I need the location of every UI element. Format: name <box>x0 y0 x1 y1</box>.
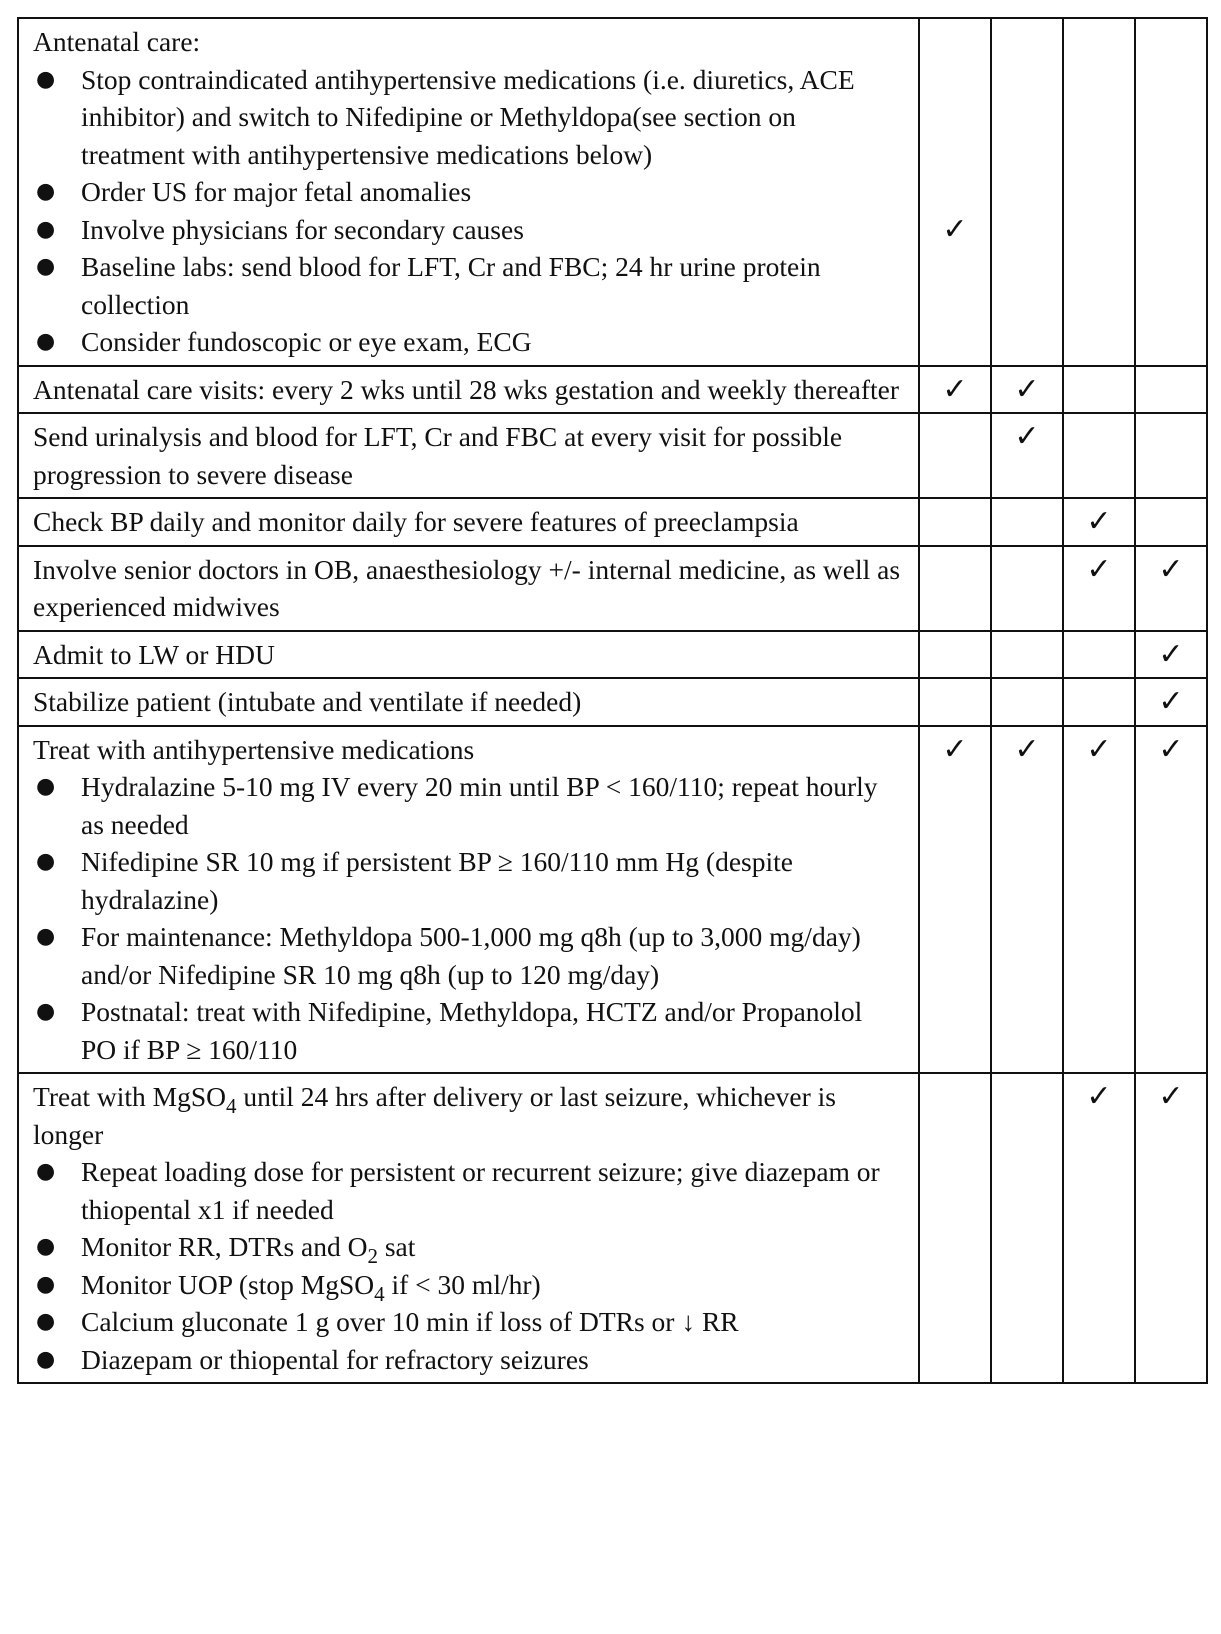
stage-column-3-cell <box>1063 678 1135 726</box>
text-segment: Monitor UOP (stop MgSO <box>81 1268 375 1300</box>
text-segment: Hydralazine 5-10 mg IV every 20 min until BP < 160/110; repeat hourly as needed <box>81 771 878 840</box>
stage-column-1-cell <box>919 18 991 366</box>
text-segment: Stop contraindicated antihypertensive medications (i.e. diuretics, ACE inhibitor) and switch to Nifedipine or Methyldopa(see section on treatment with antihypertensive medications below) <box>81 63 855 170</box>
stage-column-2-cell <box>991 18 1063 366</box>
checkmark-icon: ✓ <box>1158 684 1184 719</box>
stage-column-1-cell <box>919 631 991 679</box>
stage-column-3-cell <box>1063 18 1135 366</box>
text-segment: For maintenance: Methyldopa 500-1,000 mg q8h (up to 3,000 mg/day) and/or Nifedipine SR 10 mg q8h (up to 120 mg/day) <box>81 921 861 990</box>
table-row <box>18 413 1207 498</box>
bullet-item <box>33 1266 904 1304</box>
bullet-item <box>33 1228 904 1266</box>
bullet-icon: ● <box>36 774 56 799</box>
stage-column-4-cell <box>1135 1073 1207 1383</box>
stage-column-3-cell <box>1063 546 1135 631</box>
stage-column-4-cell <box>1135 631 1207 679</box>
checkmark-icon: ✓ <box>1086 1079 1112 1114</box>
item-cell <box>18 18 919 366</box>
stage-column-2-cell <box>991 546 1063 631</box>
stage-column-1-cell <box>919 726 991 1074</box>
item-text: Send urinalysis and blood for LFT, Cr and FBC at every visit for possible progression to severe disease <box>33 421 843 490</box>
text-segment: if < 30 ml/hr) <box>384 1268 541 1300</box>
checkmark-icon: ✓ <box>1158 731 1184 767</box>
text-segment: Calcium gluconate 1 g over 10 min if loss of DTRs or ↓ RR <box>81 1306 739 1337</box>
text-segment: Treat with MgSO <box>33 1081 227 1112</box>
item-cell <box>18 366 919 414</box>
item-text: Stabilize patient (intubate and ventilate if needed) <box>33 686 582 717</box>
bullet-icon: ● <box>36 1159 56 1184</box>
item-cell <box>18 413 919 498</box>
bullet-item <box>33 173 904 211</box>
bullet-item <box>33 843 904 918</box>
bullet-icon: ● <box>36 1271 56 1297</box>
stage-column-2-cell <box>991 366 1063 414</box>
checkmark-icon: ✓ <box>1158 551 1184 587</box>
stage-column-1-cell <box>919 678 991 726</box>
bullet-icon: ● <box>36 924 56 949</box>
table-row <box>18 678 1207 726</box>
bullet-item <box>33 918 904 993</box>
bullet-item <box>33 248 904 323</box>
management-checklist-table <box>17 17 1208 1384</box>
text-segment: Nifedipine SR 10 mg if persistent BP ≥ 160/110 mm Hg (despite hydralazine) <box>81 846 793 915</box>
stage-column-4-cell <box>1135 498 1207 546</box>
bullet-list <box>33 1153 904 1378</box>
stage-column-4-cell <box>1135 726 1207 1074</box>
bullet-icon: ● <box>36 1234 56 1259</box>
checkmark-icon: ✓ <box>1014 731 1040 767</box>
stage-column-1-cell <box>919 366 991 414</box>
bullet-icon: ● <box>36 179 56 204</box>
bullet-item <box>33 1303 904 1341</box>
stage-column-1-cell <box>919 546 991 631</box>
checkmark-icon: ✓ <box>1086 551 1112 587</box>
stage-column-3-cell <box>1063 1073 1135 1383</box>
item-cell <box>18 726 919 1074</box>
stage-column-1-cell <box>919 413 991 498</box>
stage-column-1-cell <box>919 498 991 546</box>
text-segment: Involve physicians for secondary causes <box>81 213 524 245</box>
checkmark-icon: ✓ <box>942 371 968 407</box>
checkmark-icon: ✓ <box>942 731 968 767</box>
checkmark-icon: ✓ <box>1014 419 1040 454</box>
stage-column-3-cell <box>1063 413 1135 498</box>
bullet-list <box>33 768 904 1068</box>
table-body <box>18 18 1207 1383</box>
item-text: Antenatal care: <box>33 26 201 57</box>
bullet-item <box>33 61 904 174</box>
checkmark-icon: ✓ <box>1086 731 1112 767</box>
table-row <box>18 631 1207 679</box>
table-row <box>18 366 1207 414</box>
stage-column-4-cell <box>1135 546 1207 631</box>
stage-column-4-cell <box>1135 366 1207 414</box>
stage-column-2-cell <box>991 413 1063 498</box>
checkmark-icon: ✓ <box>1086 504 1112 539</box>
stage-column-3-cell <box>1063 498 1135 546</box>
stage-column-2-cell <box>991 678 1063 726</box>
bullet-icon: ● <box>36 66 56 92</box>
subscript: 4 <box>374 1281 385 1306</box>
item-cell <box>18 498 919 546</box>
bullet-icon: ● <box>36 849 56 874</box>
text-segment: sat <box>377 1231 416 1262</box>
bullet-item <box>33 993 904 1068</box>
bullet-icon: ● <box>36 1346 56 1372</box>
text-segment: Consider fundoscopic or eye exam, ECG <box>81 326 532 357</box>
table-row <box>18 546 1207 631</box>
bullet-icon: ● <box>36 216 56 242</box>
subscript: 4 <box>226 1094 237 1118</box>
stage-column-4-cell <box>1135 18 1207 366</box>
item-text: Check BP daily and monitor daily for severe features of preeclampsia <box>33 506 799 537</box>
text-segment: Diazepam or thiopental for refractory seizures <box>81 1343 589 1375</box>
text-segment: Order US for major fetal anomalies <box>81 176 472 207</box>
stage-column-4-cell <box>1135 413 1207 498</box>
item-text <box>33 1078 904 1153</box>
bullet-icon: ● <box>36 999 56 1024</box>
bullet-item <box>33 1153 904 1228</box>
stage-column-4-cell <box>1135 678 1207 726</box>
bullet-item <box>33 768 904 843</box>
item-text: Antenatal care visits: every 2 wks until 28 wks gestation and weekly thereafter <box>33 373 899 405</box>
text-segment: Baseline labs: send blood for LFT, Cr and FBC; 24 hr urine protein collection <box>81 251 821 320</box>
checkmark-icon: ✓ <box>1158 1079 1184 1114</box>
stage-column-2-cell <box>991 1073 1063 1383</box>
bullet-list <box>33 61 904 361</box>
item-cell <box>18 631 919 679</box>
item-cell <box>18 546 919 631</box>
text-segment: Postnatal: treat with Nifedipine, Methyldopa, HCTZ and/or Propanolol PO if BP ≥ 160/110 <box>81 996 863 1065</box>
text-segment: Repeat loading dose for persistent or recurrent seizure; give diazepam or thiopental x1 if needed <box>81 1156 880 1225</box>
bullet-icon: ● <box>36 254 56 279</box>
checkmark-icon: ✓ <box>1014 371 1040 407</box>
item-text: Treat with antihypertensive medications <box>33 733 475 765</box>
item-text: Admit to LW or HDU <box>33 638 275 670</box>
item-text: Involve senior doctors in OB, anaesthesiology +/- internal medicine, as well as experienced midwives <box>33 553 901 622</box>
bullet-item <box>33 323 904 361</box>
table-row <box>18 1073 1207 1383</box>
bullet-icon: ● <box>36 329 56 354</box>
table-row <box>18 726 1207 1074</box>
stage-column-1-cell <box>919 1073 991 1383</box>
stage-column-3-cell <box>1063 631 1135 679</box>
checkmark-icon: ✓ <box>942 211 968 247</box>
stage-column-3-cell <box>1063 366 1135 414</box>
bullet-item <box>33 211 904 249</box>
item-cell <box>18 678 919 726</box>
stage-column-3-cell <box>1063 726 1135 1074</box>
table-row <box>18 18 1207 366</box>
checkmark-icon: ✓ <box>1158 636 1184 672</box>
subscript: 2 <box>367 1244 378 1268</box>
bullet-icon: ● <box>36 1309 56 1334</box>
stage-column-2-cell <box>991 726 1063 1074</box>
table-row <box>18 498 1207 546</box>
stage-column-2-cell <box>991 631 1063 679</box>
text-segment: until 24 hrs after delivery or last seizure, whichever is longer <box>33 1081 837 1150</box>
bullet-item <box>33 1341 904 1379</box>
item-cell <box>18 1073 919 1383</box>
text-segment: Monitor RR, DTRs and O <box>81 1231 368 1262</box>
stage-column-2-cell <box>991 498 1063 546</box>
